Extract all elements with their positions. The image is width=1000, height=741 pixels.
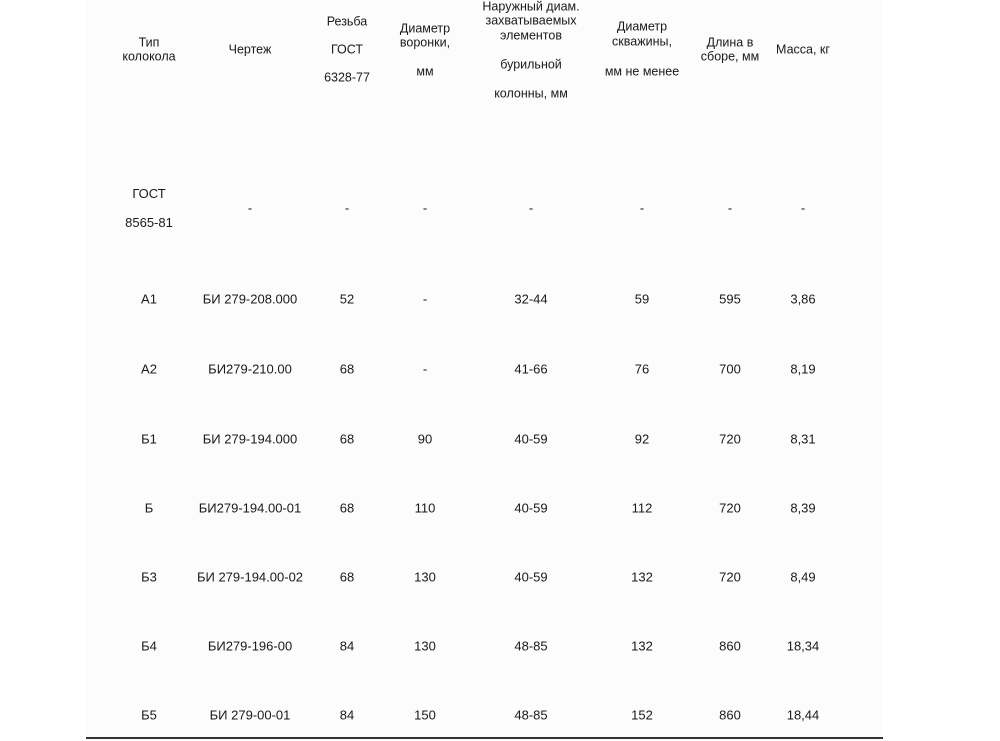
table-cell: 68 xyxy=(339,361,355,377)
table-cell: 112 xyxy=(631,500,653,516)
header-cell: бурильной xyxy=(500,57,562,72)
table-cell: БИ 279-194.000 xyxy=(202,431,298,447)
table-cell: - xyxy=(422,291,428,307)
table-cell: 860 xyxy=(719,638,741,654)
table-cell: - xyxy=(528,200,534,216)
table-cell: - xyxy=(247,200,253,216)
header-cell: скважины, xyxy=(612,34,672,49)
table-cell: 18,44 xyxy=(786,707,820,723)
table-cell: 18,34 xyxy=(786,638,820,654)
table-cell: 720 xyxy=(719,500,741,516)
table-cell: 130 xyxy=(414,638,436,654)
table-cell: 32-44 xyxy=(514,291,548,307)
table-cell: 152 xyxy=(631,707,653,723)
header-cell: мм не менее xyxy=(604,64,680,79)
table-cell: - xyxy=(727,200,733,216)
table-cell: 130 xyxy=(414,569,436,585)
header-cell: колонны, мм xyxy=(494,86,568,101)
table-cell: 720 xyxy=(719,431,741,447)
header-cell: захватываемых xyxy=(485,13,577,28)
header-cell: 6328-77 xyxy=(324,70,370,85)
table-cell: 41-66 xyxy=(514,361,548,377)
header-cell: Масса, кг xyxy=(776,42,830,57)
header-cell: мм xyxy=(416,64,434,79)
table-cell: - xyxy=(344,200,350,216)
table-cell: 84 xyxy=(339,707,355,723)
table-cell: 76 xyxy=(634,361,650,377)
table-cell: 40-59 xyxy=(514,431,548,447)
header-cell: колокола xyxy=(122,49,176,64)
table-cell: 84 xyxy=(339,638,355,654)
table-cell: - xyxy=(422,361,428,377)
table-cell: 8,49 xyxy=(790,569,816,585)
table-cell: 110 xyxy=(414,500,436,516)
table-cell: - xyxy=(800,200,806,216)
table-cell: 48-85 xyxy=(514,638,548,654)
table-cell: 595 xyxy=(719,291,741,307)
header-cell: элементов xyxy=(500,28,562,43)
table-cell: 8,31 xyxy=(790,431,816,447)
table-cell: БИ 279-00-01 xyxy=(209,707,291,723)
table-cell-standard: ГОСТ 8565-81 xyxy=(125,186,173,230)
table-cell: А1 xyxy=(141,291,157,307)
table-cell: 52 xyxy=(339,291,355,307)
table-cell: БИ279-210.00 xyxy=(208,361,292,377)
header-cell: Резьба xyxy=(326,14,368,29)
table-cell: 68 xyxy=(339,569,355,585)
table-background xyxy=(86,0,883,741)
header-cell: ГОСТ xyxy=(330,42,364,57)
table-cell: БИ 279-194.00-02 xyxy=(196,569,304,585)
table-cell: 3,86 xyxy=(790,291,816,307)
header-cell: Длина в xyxy=(706,35,754,50)
table-cell: 860 xyxy=(719,707,741,723)
header-cell: Чертеж xyxy=(228,42,272,57)
table-cell: 8,19 xyxy=(790,361,816,377)
table-cell: БИ279-196-00 xyxy=(207,638,293,654)
table-cell: 40-59 xyxy=(514,500,548,516)
table-cell: Б1 xyxy=(141,431,157,447)
header-cell: Тип xyxy=(138,35,160,50)
header-cell: воронки, xyxy=(399,35,451,50)
header-cell: Наружный диам. xyxy=(482,0,580,14)
table-bottom-rule xyxy=(86,737,883,739)
table-cell: 48-85 xyxy=(514,707,548,723)
table-cell: БИ 279-208.000 xyxy=(202,291,298,307)
table-cell: А2 xyxy=(141,361,157,377)
table-cell: БИ279-194.00-01 xyxy=(198,500,302,516)
table-cell: 92 xyxy=(634,431,650,447)
table-cell: - xyxy=(422,200,428,216)
table-cell: Б4 xyxy=(141,638,157,654)
table-cell: 700 xyxy=(719,361,741,377)
table-cell: 132 xyxy=(631,569,653,585)
table-cell: 720 xyxy=(719,569,741,585)
table-cell: - xyxy=(639,200,645,216)
table-cell: Б5 xyxy=(141,707,157,723)
table-cell: 68 xyxy=(339,500,355,516)
header-cell: Диаметр xyxy=(399,21,451,36)
table-cell: Б xyxy=(144,500,154,516)
table-cell: 59 xyxy=(634,291,650,307)
table-cell: 150 xyxy=(414,707,436,723)
header-cell: сборе, мм xyxy=(700,49,760,64)
table-cell: 90 xyxy=(417,431,433,447)
header-cell: Диаметр xyxy=(616,19,668,34)
table-cell: 68 xyxy=(339,431,355,447)
table-cell: 40-59 xyxy=(514,569,548,585)
table-cell: 8,39 xyxy=(790,500,816,516)
table-cell: Б3 xyxy=(141,569,157,585)
table-cell: 132 xyxy=(631,638,653,654)
